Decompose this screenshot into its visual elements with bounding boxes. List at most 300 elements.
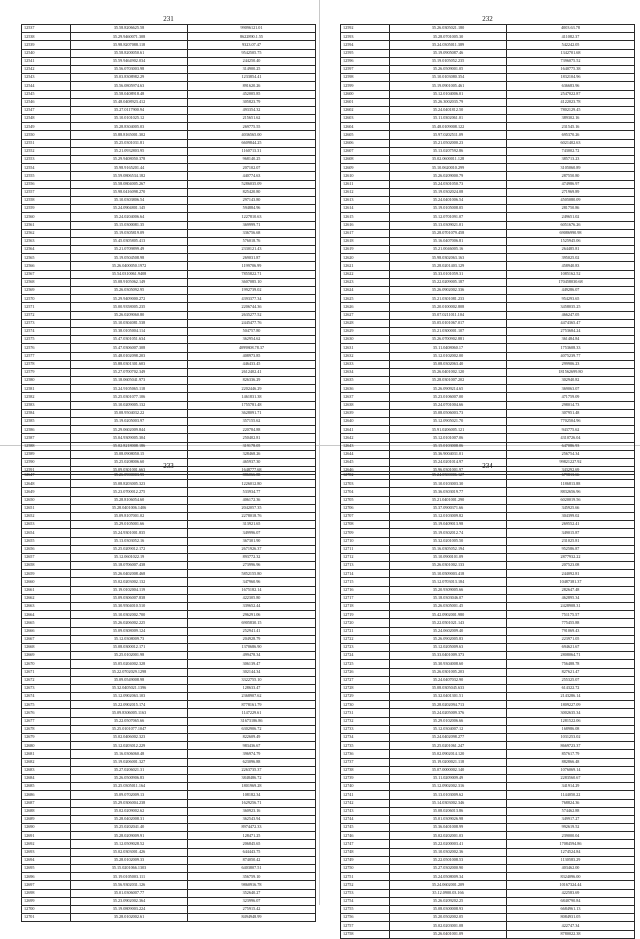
coordinate-cell: 35.25.0202041.40 <box>71 824 188 832</box>
table-row <box>341 287 635 295</box>
row-id-cell: 12741 <box>341 791 390 799</box>
table-row <box>22 701 316 709</box>
coordinate-cell: 35.24.0402098.277 <box>390 734 507 742</box>
coordinate-cell: 35.08.0300012.171 <box>71 643 188 651</box>
table-row <box>341 529 635 537</box>
coordinate-cell: 35.36.0303019.77 <box>390 488 507 496</box>
coordinate-cell: 35.54.0310061.9408 <box>71 270 188 278</box>
table-row <box>22 848 316 856</box>
coordinate-cell: 35.56.9302031.126 <box>71 881 188 889</box>
row-id-cell: 12637 <box>341 393 390 401</box>
value-cell: 826336.29 <box>188 377 316 385</box>
value-cell: 825420.80 <box>188 188 316 196</box>
row-id-cell: 12690 <box>22 824 71 832</box>
row-id-cell: 12556 <box>22 180 71 188</box>
value-cell: 2206744.36 <box>188 303 316 311</box>
coordinate-cell: 35.28.0209009.91 <box>71 832 188 840</box>
coordinate-cell: 35.02.0203001.08 <box>390 922 507 930</box>
coordinate-cell: 35.28.8304005.03 <box>71 123 188 131</box>
table-row <box>22 229 316 237</box>
value-cell: 369999.71 <box>188 221 316 229</box>
value-cell: 594884.96 <box>188 205 316 213</box>
table-row <box>341 815 635 823</box>
table-row <box>341 840 635 848</box>
row-id-cell: 12674 <box>22 693 71 701</box>
value-cell: 768824.36 <box>507 799 635 807</box>
table-row <box>22 799 316 807</box>
coordinate-cell: 35.47.0306007.308 <box>71 344 188 352</box>
value-cell: 6403807.51 <box>188 865 316 873</box>
row-id-cell: 12686 <box>22 791 71 799</box>
row-id-cell: 12546 <box>22 98 71 106</box>
value-cell: 9323.07.47 <box>188 41 316 49</box>
row-id-cell: 12574 <box>22 327 71 335</box>
table-row <box>22 270 316 278</box>
value-cell: 1031253.02 <box>507 734 635 742</box>
table-row <box>22 774 316 782</box>
table-row <box>22 472 316 480</box>
table-row <box>22 791 316 799</box>
row-id-cell: 12743 <box>341 807 390 815</box>
value-cell: 694621.67 <box>507 643 635 651</box>
value-cell: 1992739.02 <box>188 287 316 295</box>
table-row <box>341 123 635 131</box>
table-row <box>22 521 316 529</box>
row-id-cell: 12550 <box>22 131 71 139</box>
row-id-cell: 12663 <box>22 603 71 611</box>
row-id-cell: 12582 <box>22 393 71 401</box>
row-id-cell: 12590 <box>22 458 71 466</box>
value-cell: 269775.55 <box>188 123 316 131</box>
table-row <box>22 205 316 213</box>
row-id-cell: 12714 <box>341 570 390 578</box>
value-cell: 1144050.22 <box>507 791 635 799</box>
table-row <box>341 25 635 33</box>
coordinate-cell: 35.22.0501008.53 <box>390 856 507 864</box>
value-cell: 3322755.10 <box>188 676 316 684</box>
row-id-cell: 12668 <box>22 643 71 651</box>
coordinate-cell: 35.20.0100002.808 <box>390 303 507 311</box>
coordinate-cell: 35.08.0300008.93 <box>390 905 507 913</box>
table-row <box>22 881 316 889</box>
coordinate-cell: 35.24.0205009.376 <box>390 709 507 717</box>
row-id-cell: 12737 <box>341 758 390 766</box>
table-row <box>341 848 635 856</box>
table-row <box>22 504 316 512</box>
row-id-cell: 12626 <box>341 303 390 311</box>
value-cell: 6684961.13 <box>507 905 635 913</box>
coordinate-cell: 35.05.0204002.328 <box>71 660 188 668</box>
coordinate-cell: 35.19.0105003.111 <box>71 873 188 881</box>
coordinate-cell: 35.26.0209000.79 <box>390 172 507 180</box>
coordinate-cell: 35.10.0303806.54 <box>71 196 188 204</box>
value-cell: 893772.32 <box>188 553 316 561</box>
table-row <box>341 237 635 245</box>
row-id-cell: 12742 <box>341 799 390 807</box>
coordinate-cell: 35.19.0200021.118 <box>390 758 507 766</box>
coordinate-cell: 35.29.0105001.66 <box>71 521 188 529</box>
row-id-cell: 12722 <box>341 635 390 643</box>
table-row <box>22 652 316 660</box>
value-cell: 239000.04 <box>507 832 635 840</box>
row-id-cell: 12750 <box>341 865 390 873</box>
coordinate-cell: 35.24.0401812.50 <box>390 106 507 114</box>
value-cell: 1227810.63 <box>188 213 316 221</box>
row-id-cell: 12752 <box>341 881 390 889</box>
row-id-cell: 12643 <box>341 442 390 450</box>
coordinate-cell: 35.02.0600011.128 <box>390 156 507 164</box>
coordinate-cell: 35.15.0201066.1303 <box>71 865 188 873</box>
table-row <box>22 693 316 701</box>
coordinate-cell: 35.03.8308982.29 <box>71 74 188 82</box>
value-cell: 1160713.31 <box>188 147 316 155</box>
coordinate-cell: 35.04.9309005.304 <box>71 434 188 442</box>
value-cell: 299906.23 <box>507 360 635 368</box>
coordinate-cell: 35.24.0301050.73 <box>390 180 507 188</box>
page-232 <box>340 14 635 475</box>
value-cell: 943775.62 <box>507 426 635 434</box>
value-cell: 891620.26 <box>188 82 316 90</box>
value-cell: 1629256.71 <box>188 799 316 807</box>
value-cell: 471759.09 <box>507 393 635 401</box>
table-row <box>341 553 635 561</box>
value-cell: 422583.69 <box>507 889 635 897</box>
value-cell: 204928.79 <box>188 635 316 643</box>
value-cell: 128471.25 <box>188 832 316 840</box>
value-cell: 5852155.80 <box>188 570 316 578</box>
row-id-cell: 12633 <box>341 360 390 368</box>
table-row <box>22 562 316 570</box>
value-cell: 1274524.84 <box>507 848 635 856</box>
row-id-cell: 12557 <box>22 188 71 196</box>
value-cell: 287550.80 <box>507 172 635 180</box>
coordinate-cell: 35.97.0202511.09 <box>390 131 507 139</box>
coordinate-cell: 35.29.9460071.308 <box>71 33 188 41</box>
row-id-cell: 12601 <box>341 98 390 106</box>
coordinate-cell: 35.26.0902002.336 <box>390 287 507 295</box>
row-id-cell: 12673 <box>22 684 71 692</box>
row-id-cell: 12651 <box>22 504 71 512</box>
table-row <box>341 180 635 188</box>
value-cell: 3848486.72 <box>188 774 316 782</box>
value-cell: 8780022.38 <box>507 930 635 938</box>
row-id-cell: 12563 <box>22 237 71 245</box>
table-row <box>341 889 635 897</box>
coordinate-cell: 35.21.0709899.49 <box>71 246 188 254</box>
value-cell: 264485.81 <box>507 246 635 254</box>
value-cell: 7855822.71 <box>188 270 316 278</box>
table-row <box>341 442 635 450</box>
coordinate-cell: 35.56.0805974.63 <box>71 82 188 90</box>
row-id-cell: 12638 <box>341 401 390 409</box>
value-cell: 396974.79 <box>188 750 316 758</box>
value-cell: 385713.23 <box>507 156 635 164</box>
row-id-cell: 12577 <box>22 352 71 360</box>
table-row <box>341 701 635 709</box>
table-row <box>341 562 635 570</box>
value-cell: 465937.30 <box>188 458 316 466</box>
coordinate-cell: 35.25.0301077.106 <box>71 393 188 401</box>
value-cell: 207523.08 <box>507 562 635 570</box>
coordinate-cell: 35.10.0509003.418 <box>390 570 507 578</box>
coordinate-cell: 35.26.0700902.881 <box>390 336 507 344</box>
row-id-cell: 12537 <box>22 25 71 33</box>
value-cell: 474986.97 <box>507 180 635 188</box>
row-id-cell: 12543 <box>22 74 71 82</box>
row-id-cell: 12740 <box>341 783 390 791</box>
coordinate-cell: 35.19.0302024.08 <box>390 188 507 196</box>
value-cell: 4474365.47 <box>507 319 635 327</box>
row-id-cell: 12755 <box>341 905 390 913</box>
value-cell: 250402.81 <box>188 434 316 442</box>
value-cell: 362954.62 <box>188 336 316 344</box>
row-id-cell: 12581 <box>22 385 71 393</box>
table-row <box>341 496 635 504</box>
row-id-cell: 12647 <box>22 472 71 480</box>
row-id-cell: 12568 <box>22 278 71 286</box>
coordinate-cell: 35.25.0102001.98 <box>71 652 188 660</box>
coordinate-cell: 35.12.0905021.70 <box>390 418 507 426</box>
value-cell: 313921.65 <box>188 521 316 529</box>
table-row <box>341 668 635 676</box>
value-cell: 1342701.68 <box>507 49 635 57</box>
coordinate-cell: 35.26.0902005.83 <box>390 635 507 643</box>
coordinate-cell: 35.19.0105052.235 <box>390 57 507 65</box>
row-id-cell: 12544 <box>22 82 71 90</box>
coordinate-cell: 35.08.0908050.15 <box>71 450 188 458</box>
value-cell: 4505080.09 <box>507 196 635 204</box>
coordinate-cell: 35.12.0103009.82 <box>390 512 507 520</box>
table-row <box>341 426 635 434</box>
value-cell: 170458030.68 <box>507 278 635 286</box>
coordinate-cell: 35.26.0305001.45 <box>390 603 507 611</box>
coordinate-cell: 35.98.8207088.118 <box>71 41 188 49</box>
data-table <box>21 471 316 922</box>
row-id-cell: 12657 <box>22 553 71 561</box>
table-row <box>341 278 635 286</box>
value-cell: 1147229.61 <box>188 709 316 717</box>
table-row <box>341 856 635 864</box>
row-id-cell: 12675 <box>22 701 71 709</box>
table-row <box>341 336 635 344</box>
table-row <box>22 586 316 594</box>
coordinate-cell: 35.88.0301301.603 <box>71 360 188 368</box>
coordinate-cell: 35.02.0902014.120 <box>390 750 507 758</box>
table-row <box>341 254 635 262</box>
table-row <box>22 434 316 442</box>
coordinate-cell: 35.01.0306007.77 <box>71 889 188 897</box>
coordinate-cell: 35.58.8206625.58 <box>71 25 188 33</box>
row-id-cell: 12735 <box>341 742 390 750</box>
table-row <box>22 676 316 684</box>
value-cell: 281750.86 <box>507 205 635 213</box>
coordinate-cell: 35.22.0501021.143 <box>390 619 507 627</box>
value-cell: 2877932.22 <box>507 553 635 561</box>
value-cell: 8832656.96 <box>507 488 635 496</box>
table-row <box>341 472 635 480</box>
row-id-cell: 12622 <box>341 270 390 278</box>
value-cell: 8324096.00 <box>507 873 635 881</box>
row-id-cell: 12691 <box>22 832 71 840</box>
row-id-cell: 12694 <box>22 856 71 864</box>
table-row <box>22 611 316 619</box>
value-cell: 349996.07 <box>188 529 316 537</box>
coordinate-cell: 35.26.0900003.95 <box>71 472 188 480</box>
row-id-cell: 12600 <box>341 90 390 98</box>
value-cell: 31673186.86 <box>188 717 316 725</box>
row-id-cell: 12635 <box>341 377 390 385</box>
value-cell: 408973.85 <box>188 352 316 360</box>
table-row <box>341 480 635 488</box>
value-cell: 623096.88 <box>188 758 316 766</box>
table-row <box>341 90 635 98</box>
coordinate-cell: 35.13.0103009.62 <box>390 791 507 799</box>
value-cell: 231545.16 <box>507 123 635 131</box>
coordinate-cell: 35.19.0102004.119 <box>71 586 188 594</box>
table-row <box>22 442 316 450</box>
row-id-cell: 12747 <box>341 840 390 848</box>
coordinate-cell: 35.27.0700702.349 <box>71 368 188 376</box>
table-row <box>341 418 635 426</box>
row-id-cell: 12733 <box>341 725 390 733</box>
coordinate-cell: 35.28.0102002.61 <box>71 914 188 922</box>
value-cell: 576018.76 <box>188 237 316 245</box>
table-row <box>22 90 316 98</box>
coordinate-cell: 35.22.0200003.41 <box>390 840 507 848</box>
coordinate-cell: 35.45.0305805.413 <box>71 237 188 245</box>
table-row <box>22 336 316 344</box>
coordinate-cell: 35.13.0303052.16 <box>71 537 188 545</box>
coordinate-cell: 35.00.9358005.235 <box>71 303 188 311</box>
table-row <box>341 930 635 938</box>
value-cell: 647086.93 <box>507 442 635 450</box>
table-row <box>22 709 316 717</box>
page-number: 231 <box>163 15 174 23</box>
page-number: 234 <box>482 462 493 470</box>
row-id-cell: 12584 <box>22 409 71 417</box>
value-cell: 1801969.28 <box>188 783 316 791</box>
coordinate-cell: 35.33.0401009.373 <box>390 652 507 660</box>
table-row <box>341 352 635 360</box>
value-cell: 574462.88 <box>507 807 635 815</box>
table-row <box>22 594 316 602</box>
row-id-cell: 12576 <box>22 344 71 352</box>
coordinate-cell: 35.21.0301081.233 <box>390 295 507 303</box>
value-cell: 886066.88 <box>188 472 316 480</box>
table-row <box>341 693 635 701</box>
value-cell: 857617.79 <box>507 750 635 758</box>
table-row <box>22 319 316 327</box>
value-cell: 345925.66 <box>507 504 635 512</box>
coordinate-cell: 35.12.0703013.184 <box>390 578 507 586</box>
table-row <box>22 311 316 319</box>
coordinate-cell: 35.48.0408923.412 <box>71 98 188 106</box>
coordinate-cell: 35.37.0900371.66 <box>390 504 507 512</box>
coordinate-cell: 35.10.0101025.12 <box>71 115 188 123</box>
coordinate-cell: 35.02.0203002.132 <box>71 578 188 586</box>
coordinate-cell: 35.08.0305045.633 <box>390 684 507 692</box>
row-id-cell: 12540 <box>22 49 71 57</box>
table-row <box>22 278 316 286</box>
value-cell: 968140.25 <box>188 156 316 164</box>
value-cell: 1755781.48 <box>188 401 316 409</box>
coordinate-cell: 35.14.0303002.346 <box>390 799 507 807</box>
row-id-cell: 12549 <box>22 123 71 131</box>
row-id-cell: 12623 <box>341 278 390 286</box>
coordinate-cell: 35.26.0301005.203 <box>390 668 507 676</box>
value-cell: 992619.52 <box>507 824 635 832</box>
row-id-cell: 12693 <box>22 848 71 856</box>
value-cell: 249651.02 <box>507 213 635 221</box>
value-cell: 305823.79 <box>188 98 316 106</box>
coordinate-cell: 35.08.0206013.86 <box>390 807 507 815</box>
coordinate-cell: 35.28.0402008.31 <box>71 815 188 823</box>
table-row <box>22 426 316 434</box>
value-cell: 271969.89 <box>507 188 635 196</box>
coordinate-cell: 35.10.0302002.700 <box>71 611 188 619</box>
table-row <box>341 147 635 155</box>
row-id-cell: 12685 <box>22 783 71 791</box>
row-id-cell: 12696 <box>22 873 71 881</box>
value-cell: 7396075.52 <box>507 57 635 65</box>
table-row <box>341 368 635 376</box>
value-cell: 298014.73 <box>507 401 635 409</box>
table-row <box>22 180 316 188</box>
row-id-cell: 12606 <box>341 139 390 147</box>
row-id-cell: 12602 <box>341 106 390 114</box>
row-id-cell: 12677 <box>22 717 71 725</box>
row-id-cell: 12659 <box>22 570 71 578</box>
value-cell: 679813.66 <box>507 472 635 480</box>
table-row <box>341 344 635 352</box>
coordinate-cell: 35.12.0102002.00 <box>390 352 507 360</box>
value-cell: 2278018.76 <box>188 512 316 520</box>
value-cell: 99096121.01 <box>188 25 316 33</box>
row-id-cell: 12756 <box>341 914 390 922</box>
row-id-cell: 12541 <box>22 57 71 65</box>
row-id-cell: 12713 <box>341 562 390 570</box>
value-cell: 362543.94 <box>188 815 316 823</box>
coordinate-cell: 35.28.0201403.129 <box>390 262 507 270</box>
table-row <box>341 652 635 660</box>
value-cell: 4122023.78 <box>507 98 635 106</box>
row-id-cell: 12607 <box>341 147 390 155</box>
table-row <box>22 115 316 123</box>
row-id-cell: 12564 <box>22 246 71 254</box>
coordinate-cell: 35.24.9105065.118 <box>71 385 188 393</box>
coordinate-cell: 35.24.0508009.34 <box>390 873 507 881</box>
row-id-cell: 12702 <box>341 472 390 480</box>
table-row <box>341 545 635 553</box>
row-id-cell: 12679 <box>22 734 71 742</box>
coordinate-cell: 35.91.0206005.121 <box>390 426 507 434</box>
row-id-cell: 12554 <box>22 164 71 172</box>
coordinate-cell: 35.26.0401001.09 <box>390 930 507 938</box>
row-id-cell: 12754 <box>341 897 390 905</box>
table-row <box>341 684 635 692</box>
table-row <box>341 164 635 172</box>
row-id-cell: 12583 <box>22 401 71 409</box>
value-cell: 1753608.33 <box>507 344 635 352</box>
value-cell: 791069.43 <box>507 627 635 635</box>
table-row <box>341 33 635 41</box>
row-id-cell: 12628 <box>341 319 390 327</box>
row-id-cell: 12707 <box>341 512 390 520</box>
row-id-cell: 12684 <box>22 774 71 782</box>
coordinate-cell: 35.16.0407006.81 <box>390 237 507 245</box>
coordinate-cell: 35.08.0302063.40 <box>390 360 507 368</box>
value-cell: 3002635.34 <box>507 709 635 717</box>
